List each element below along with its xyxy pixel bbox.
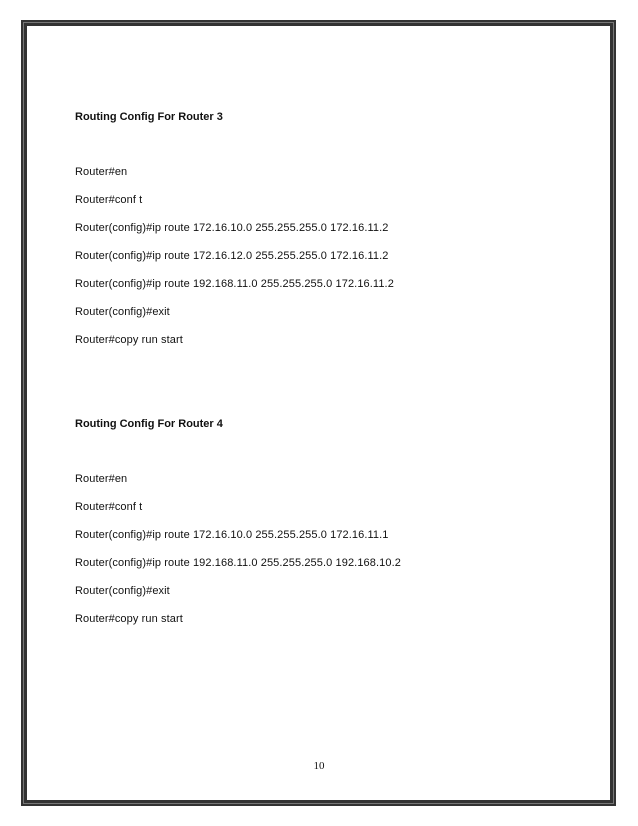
command-line: Router#copy run start — [75, 613, 183, 625]
section-heading-router-4: Routing Config For Router 4 — [75, 418, 223, 430]
command-line: Router(config)#ip route 172.16.12.0 255.255.255.0 172.16.11.2 — [75, 250, 389, 262]
command-line: Router#en — [75, 166, 128, 178]
command-line: Router(config)#ip route 192.168.11.0 255.255.255.0 172.16.11.2 — [75, 278, 394, 290]
command-line: Router(config)#exit — [75, 585, 170, 597]
command-line: Router(config)#ip route 192.168.11.0 255.255.255.0 192.168.10.2 — [75, 557, 401, 569]
page-border — [21, 20, 616, 806]
command-line: Router#en — [75, 473, 128, 485]
command-line: Router(config)#ip route 172.16.10.0 255.255.255.0 172.16.11.1 — [75, 529, 389, 541]
page-number: 10 — [313, 760, 325, 772]
command-line: Router(config)#ip route 172.16.10.0 255.255.255.0 172.16.11.2 — [75, 222, 389, 234]
command-line: Router(config)#exit — [75, 306, 170, 318]
command-line: Router#conf t — [75, 501, 143, 513]
command-line: Router#copy run start — [75, 334, 183, 346]
command-line: Router#conf t — [75, 194, 143, 206]
section-heading-router-3: Routing Config For Router 3 — [75, 111, 223, 123]
